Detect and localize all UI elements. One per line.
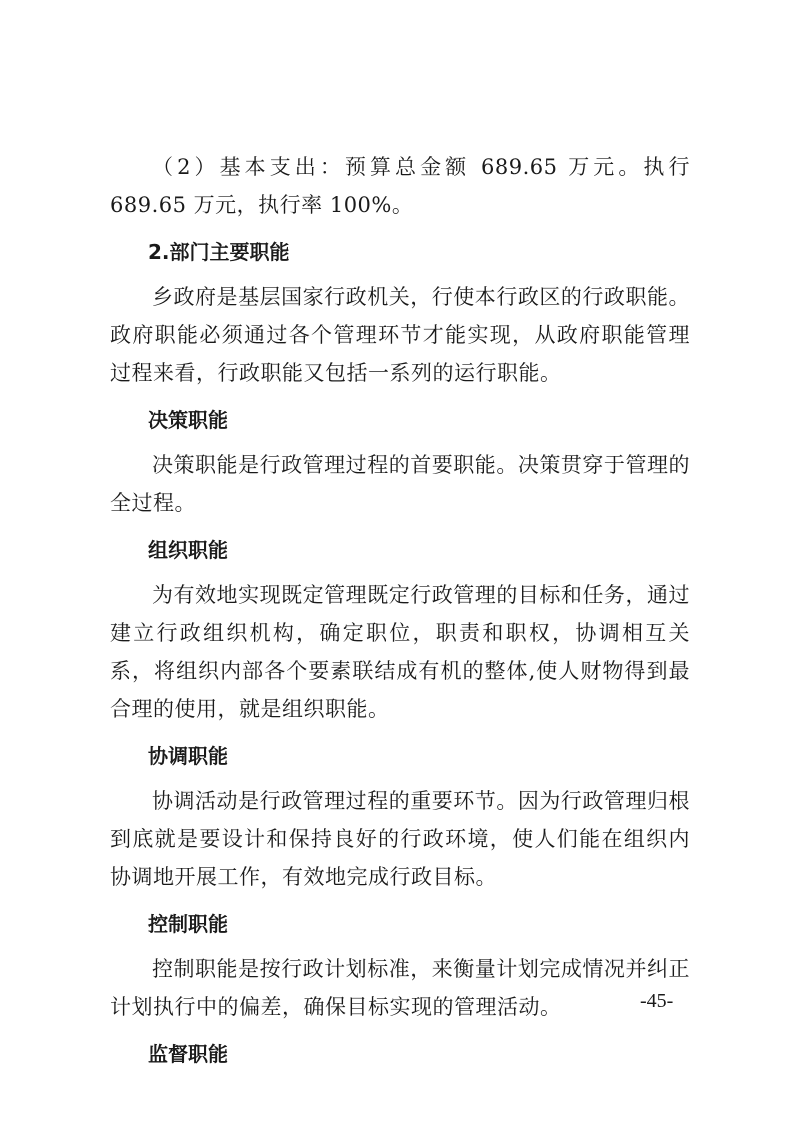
- heading-organization: 组织职能: [148, 538, 228, 562]
- paragraph-basic-expenditure: （2）基本支出：预算总金额 689.65 万元。执行 689.65 万元，执行率 100%。: [110, 155, 690, 217]
- paragraph-functions-intro: 乡政府是基层国家行政机关，行使本行政区的行政职能。政府职能必须通过各个管理环节才能实现，从政府职能管理过程来看，行政职能又包括一系列的运行职能。: [110, 285, 690, 385]
- paragraph-control: 控制职能是按行政计划标准，来衡量计划完成情况并纠正计划执行中的偏差，确保目标实现的管理活动。: [110, 957, 690, 1019]
- heading-decision: 决策职能: [148, 408, 228, 432]
- heading-control: 控制职能: [148, 912, 228, 936]
- paragraph-organization: 为有效地实现既定管理既定行政管理的目标和任务，通过建立行政组织机构，确定职位，职责和职权，协调相互关系，将组织内部各个要素联结成有机的整体,使人财物得到最合理的使用，就是组织职能。: [110, 583, 690, 721]
- heading-coordination: 协调职能: [148, 744, 228, 768]
- paragraph-decision: 决策职能是行政管理过程的首要职能。决策贯穿于管理的全过程。: [110, 453, 690, 515]
- paragraph-coordination: 协调活动是行政管理过程的重要环节。因为行政管理归根到底就是要设计和保持良好的行政环境，使人们能在组织内协调地开展工作，有效地完成行政目标。: [110, 789, 690, 889]
- page-number: -45-: [640, 990, 674, 1012]
- heading-main-functions: 2.部门主要职能: [148, 240, 290, 264]
- heading-supervision: 监督职能: [148, 1042, 228, 1066]
- page-content: [110, 148, 690, 1080]
